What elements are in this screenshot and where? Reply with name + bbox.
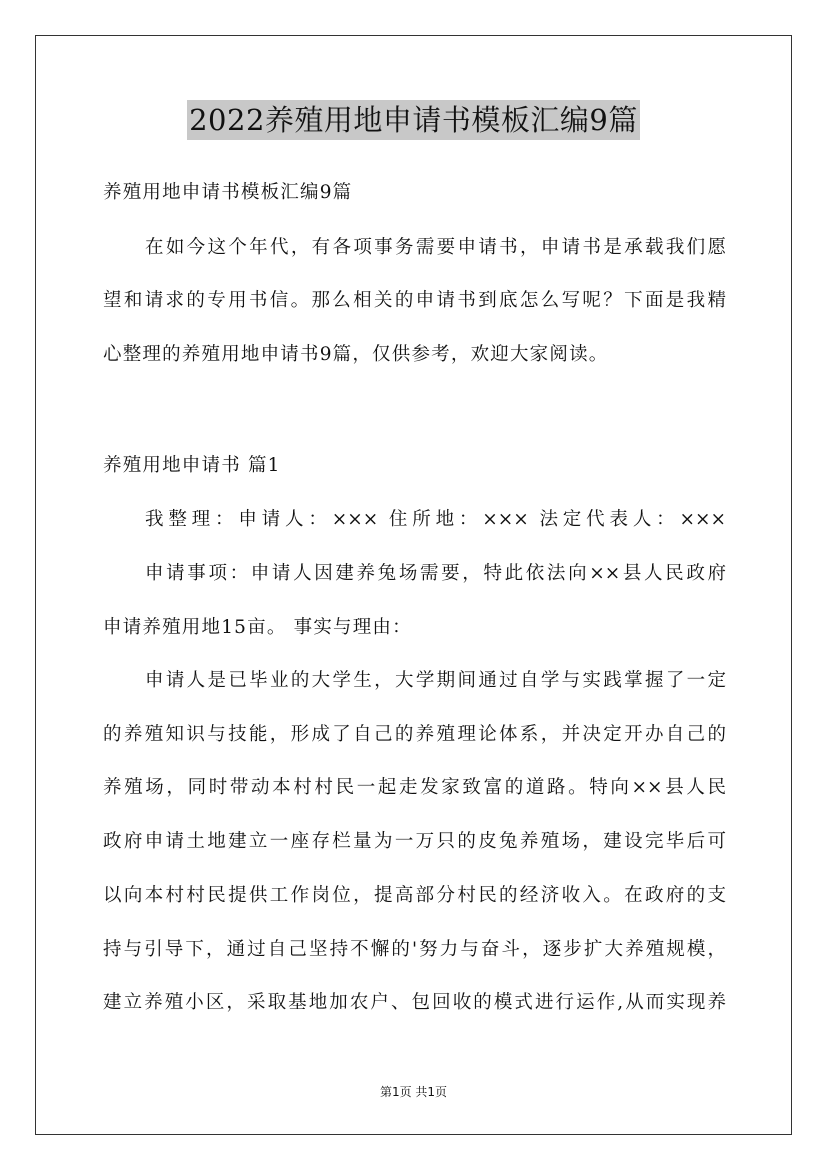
page-footer: 第1页 共1页 [379,1085,448,1099]
applicant-line: 我整理：申请人：××× 住所地：××× 法定代表人：××× [145,509,726,530]
intro-line-2: 望和请求的专用书信。那么相关的申请书到底怎么写呢？下面是我精 [103,290,726,311]
body-line-5: 以向本村村民提供工作岗位，提高部分村民的经济收入。在政府的支 [103,885,726,906]
intro-line-1: 在如今这个年代，有各项事务需要申请书，申请书是承载我们愿 [145,237,726,258]
body-line-6: 持与引导下，通过自己坚持不懈的'努力与奋斗，逐步扩大养殖规模， [103,939,726,960]
request-line-1: 申请事项：申请人因建养兔场需要，特此依法向××县人民政府 [145,563,726,584]
body-line-1: 申请人是已毕业的大学生，大学期间通过自学与实践掌握了一定 [145,670,726,691]
body-line-2: 的养殖知识与技能，形成了自己的养殖理论体系，并决定开办自己的 [103,724,726,745]
request-line-2: 申请养殖用地15亩。 事实与理由： [103,617,412,638]
section-heading: 养殖用地申请书 篇1 [103,455,281,476]
body-line-3: 养殖场，同时带动本村村民一起走发家致富的道路。特向××县人民 [103,777,726,798]
title-container [0,100,827,140]
body-line-7: 建立养殖小区，采取基地加农户、包回收的模式进行运作,从而实现养 [103,992,726,1013]
document-subtitle: 养殖用地申请书模板汇编9篇 [103,182,353,203]
body-line-4: 政府申请土地建立一座存栏量为一万只的皮兔养殖场，建设完毕后可 [103,831,726,852]
document-title: 2022养殖用地申请书模板汇编9篇 [187,100,640,140]
intro-line-3: 心整理的养殖用地申请书9篇，仅供参考，欢迎大家阅读。 [103,344,609,365]
